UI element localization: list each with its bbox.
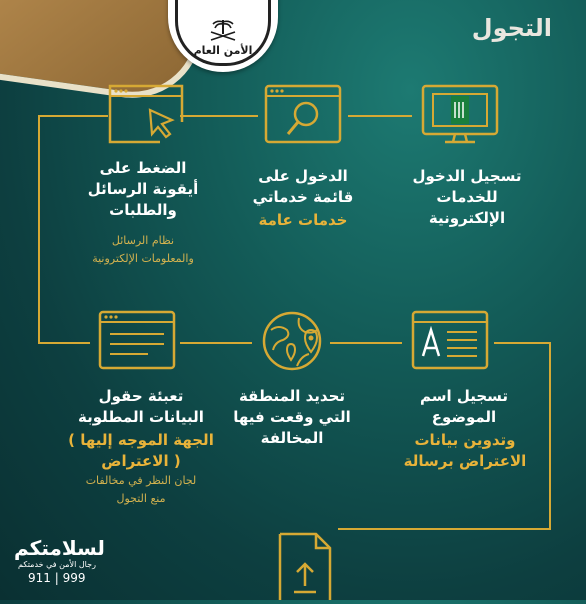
step4-line: تسجيل اسم xyxy=(419,387,509,405)
file-upload-icon xyxy=(270,528,340,600)
step4-icon-box xyxy=(405,308,495,372)
step6-highlight xyxy=(56,430,226,472)
step5-line: تحديد المنطقة xyxy=(238,387,346,405)
step4-highlight-line: وتدوين بيانات xyxy=(414,431,516,449)
step6-line: البيانات المطلوبة xyxy=(78,408,204,426)
connector-line xyxy=(180,342,252,344)
connector-line xyxy=(494,342,550,344)
step2-highlight: خدمات عامة xyxy=(258,211,348,229)
step3-note-line: والمعلومات الإلكترونية xyxy=(92,252,194,265)
step4-highlight xyxy=(380,430,550,472)
step2-title xyxy=(228,166,378,208)
step5-line: التي وقعت فيها xyxy=(233,408,351,426)
step6-line: تعبئة حقول xyxy=(98,387,184,405)
step6-title xyxy=(56,386,226,428)
step1-line: للخدمات xyxy=(436,188,498,206)
page-title: التجول xyxy=(471,14,552,42)
connector-line xyxy=(38,342,90,344)
step2-line: قائمة خدماتي xyxy=(252,188,354,206)
step3-line: أيقونة الرسائل xyxy=(87,180,199,198)
connector-line xyxy=(348,115,412,117)
step3-title xyxy=(58,158,228,221)
step3-icon-box xyxy=(100,82,190,146)
step2-icon-box xyxy=(258,82,348,146)
map-location-icon xyxy=(247,308,337,372)
connector-line xyxy=(338,528,551,530)
step6-note-line: منع التجول xyxy=(116,492,166,505)
step1-icon-box xyxy=(415,82,505,146)
step3-line: والطلبات xyxy=(109,201,177,219)
step6-highlight-line: ( الجهة الموجه إليها xyxy=(68,431,214,449)
step5-line: المخالفة xyxy=(260,429,324,447)
step3-note xyxy=(58,232,228,268)
step4-title xyxy=(384,386,544,428)
step2-line: الدخول على xyxy=(258,167,348,185)
connector-line xyxy=(38,115,40,343)
step4-highlight-line: الاعتراض برسالة xyxy=(403,452,527,470)
palm-swords-icon xyxy=(203,18,243,44)
brand-tagline: رجال الأمن في خدمتكم xyxy=(18,560,96,569)
step6-highlight-line: الاعتراض ) xyxy=(101,452,181,470)
step1-title xyxy=(392,166,542,229)
step7-icon-box xyxy=(270,528,340,600)
form-window-icon xyxy=(92,308,182,372)
logo-text: الأمن العام xyxy=(193,44,253,57)
connector-line xyxy=(38,115,108,117)
step3-note-line: نظام الرسائل xyxy=(111,234,175,247)
step5-icon-box xyxy=(247,308,337,372)
computer-icon xyxy=(415,82,505,146)
search-page-icon xyxy=(258,82,348,146)
step6-icon-box xyxy=(92,308,182,372)
step4-line: الموضوع xyxy=(431,408,497,426)
cursor-window-icon xyxy=(100,82,190,146)
hotline-numbers: 911 | 999 xyxy=(28,571,86,585)
step1-line: الإلكترونية xyxy=(428,209,506,227)
connector-line xyxy=(330,342,402,344)
step1-line: تسجيل الدخول xyxy=(412,167,522,185)
brand-slogan: لسلامتكم xyxy=(14,536,105,560)
connector-line xyxy=(180,115,258,117)
document-a-icon xyxy=(405,308,495,372)
logo-emblem xyxy=(175,0,271,66)
step6-note-line: لجان النظر في مخالفات xyxy=(85,474,197,487)
step6-note xyxy=(56,472,226,508)
step3-line: الضغط على xyxy=(99,159,187,177)
step5-title xyxy=(212,386,372,449)
